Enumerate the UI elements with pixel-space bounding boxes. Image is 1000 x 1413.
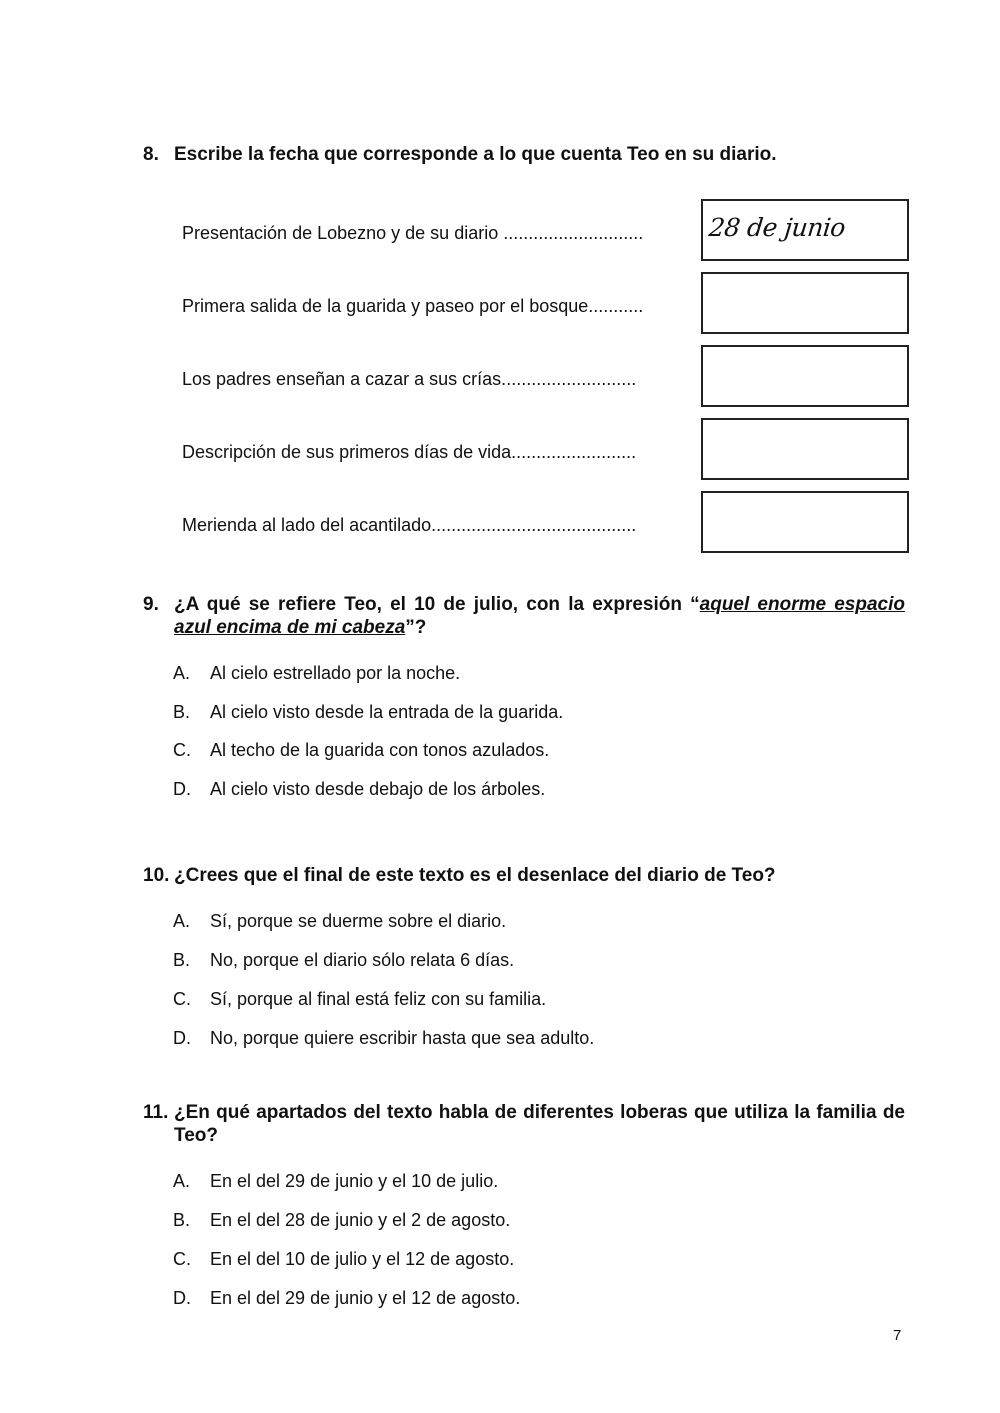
q9-option-c-letter: C. — [173, 740, 191, 760]
question-9-number: 9. — [143, 594, 159, 615]
q8-answer-box-1[interactable] — [701, 199, 909, 261]
question-8-text: Escribe la fecha que corresponde a lo que cuenta Teo en su diario. — [174, 144, 777, 165]
q10-option-b[interactable] — [173, 949, 514, 971]
q11-option-d[interactable] — [173, 1287, 520, 1309]
q10-option-d-letter: D. — [173, 1028, 191, 1048]
q11-option-b-text: En el del 28 de junio y el 2 de agosto. — [210, 1210, 511, 1230]
question-10-title — [143, 864, 905, 887]
q9-option-b-text: Al cielo visto desde la entrada de la guarida. — [210, 702, 564, 722]
question-11-text: ¿En qué apartados del texto habla de diferentes loberas que utiliza la familia de Teo? — [174, 1102, 905, 1146]
question-9-quote: aquel enorme espacio azul encima de mi cabeza — [174, 594, 905, 638]
q8-row-1-dots: ............................ — [503, 223, 644, 243]
q8-row-3-text: Los padres enseñan a cazar a sus crías. — [182, 369, 507, 389]
q10-option-c-text: Sí, porque al final está feliz con su familia. — [210, 989, 547, 1009]
q11-option-b-letter: B. — [173, 1210, 191, 1230]
page-number: 7 — [893, 1327, 902, 1344]
q9-option-c[interactable] — [173, 739, 549, 761]
q9-option-d-letter: D. — [173, 779, 191, 799]
q8-row-4-label — [182, 441, 700, 463]
q8-row-3-dots: .......................... — [506, 369, 637, 389]
q8-row-1-label — [182, 222, 700, 244]
question-8-number: 8. — [143, 144, 159, 165]
q8-row-4-dots: ........................ — [516, 442, 637, 462]
q11-option-b[interactable] — [173, 1209, 510, 1231]
q9-option-b[interactable] — [173, 701, 563, 723]
question-9-text-after: ”? — [405, 617, 427, 638]
q11-option-a[interactable] — [173, 1170, 498, 1192]
q8-answer-1-value: 28 de junio — [707, 213, 847, 242]
q10-option-d[interactable] — [173, 1027, 594, 1049]
q11-option-d-text: En el del 29 de junio y el 12 de agosto. — [210, 1288, 521, 1308]
q10-option-b-text: No, porque el diario sólo relata 6 días. — [210, 950, 515, 970]
q9-option-c-text: Al techo de la guarida con tonos azulados. — [210, 740, 550, 760]
q8-row-3-label — [182, 368, 700, 390]
q8-answer-box-5[interactable] — [701, 491, 909, 553]
q8-row-2-dots: .......... — [593, 296, 644, 316]
question-9-text-before: ¿A qué se refiere Teo, el 10 de julio, con la expresión “ — [174, 594, 700, 615]
q11-option-c[interactable] — [173, 1248, 514, 1270]
q10-option-a-letter: A. — [173, 911, 191, 931]
question-9-title — [143, 593, 905, 639]
q11-option-d-letter: D. — [173, 1288, 191, 1308]
question-11-number: 11. — [143, 1102, 169, 1123]
q10-option-c-letter: C. — [173, 989, 191, 1009]
q10-option-d-text: No, porque quiere escribir hasta que sea adulto. — [210, 1028, 595, 1048]
q10-option-a-text: Sí, porque se duerme sobre el diario. — [210, 911, 507, 931]
q9-option-b-letter: B. — [173, 702, 191, 722]
question-11-title — [143, 1101, 905, 1147]
q11-option-c-text: En el del 10 de julio y el 12 de agosto. — [210, 1249, 515, 1269]
q8-row-1-text: Presentación de Lobezno y de su diario — [182, 223, 504, 243]
question-10-text: ¿Crees que el final de este texto es el desenlace del diario de Teo? — [174, 865, 776, 886]
q8-row-2-label — [182, 295, 700, 317]
question-9-text — [174, 593, 905, 639]
q9-option-d[interactable] — [173, 778, 545, 800]
q9-option-a[interactable] — [173, 662, 460, 684]
q8-row-5-label — [182, 514, 700, 536]
q8-answer-box-2[interactable] — [701, 272, 909, 334]
q8-row-5-text: Merienda al lado del acantilado. — [182, 515, 437, 535]
q11-option-c-letter: C. — [173, 1249, 191, 1269]
q8-row-4-text: Descripción de sus primeros días de vida. — [182, 442, 517, 462]
q8-row-5-dots: ........................................ — [436, 515, 637, 535]
question-8-title — [143, 143, 905, 166]
q10-option-c[interactable] — [173, 988, 546, 1010]
q9-option-d-text: Al cielo visto desde debajo de los árboles. — [210, 779, 546, 799]
q11-option-a-letter: A. — [173, 1171, 191, 1191]
q8-answer-box-3[interactable] — [701, 345, 909, 407]
question-10-number: 10. — [143, 865, 170, 886]
q10-option-a[interactable] — [173, 910, 506, 932]
q9-option-a-text: Al cielo estrellado por la noche. — [210, 663, 461, 683]
q10-option-b-letter: B. — [173, 950, 191, 970]
q8-row-2-text: Primera salida de la guarida y paseo por el bosque. — [182, 296, 594, 316]
q8-answer-box-4[interactable] — [701, 418, 909, 480]
q11-option-a-text: En el del 29 de junio y el 10 de julio. — [210, 1171, 499, 1191]
q9-option-a-letter: A. — [173, 663, 191, 683]
